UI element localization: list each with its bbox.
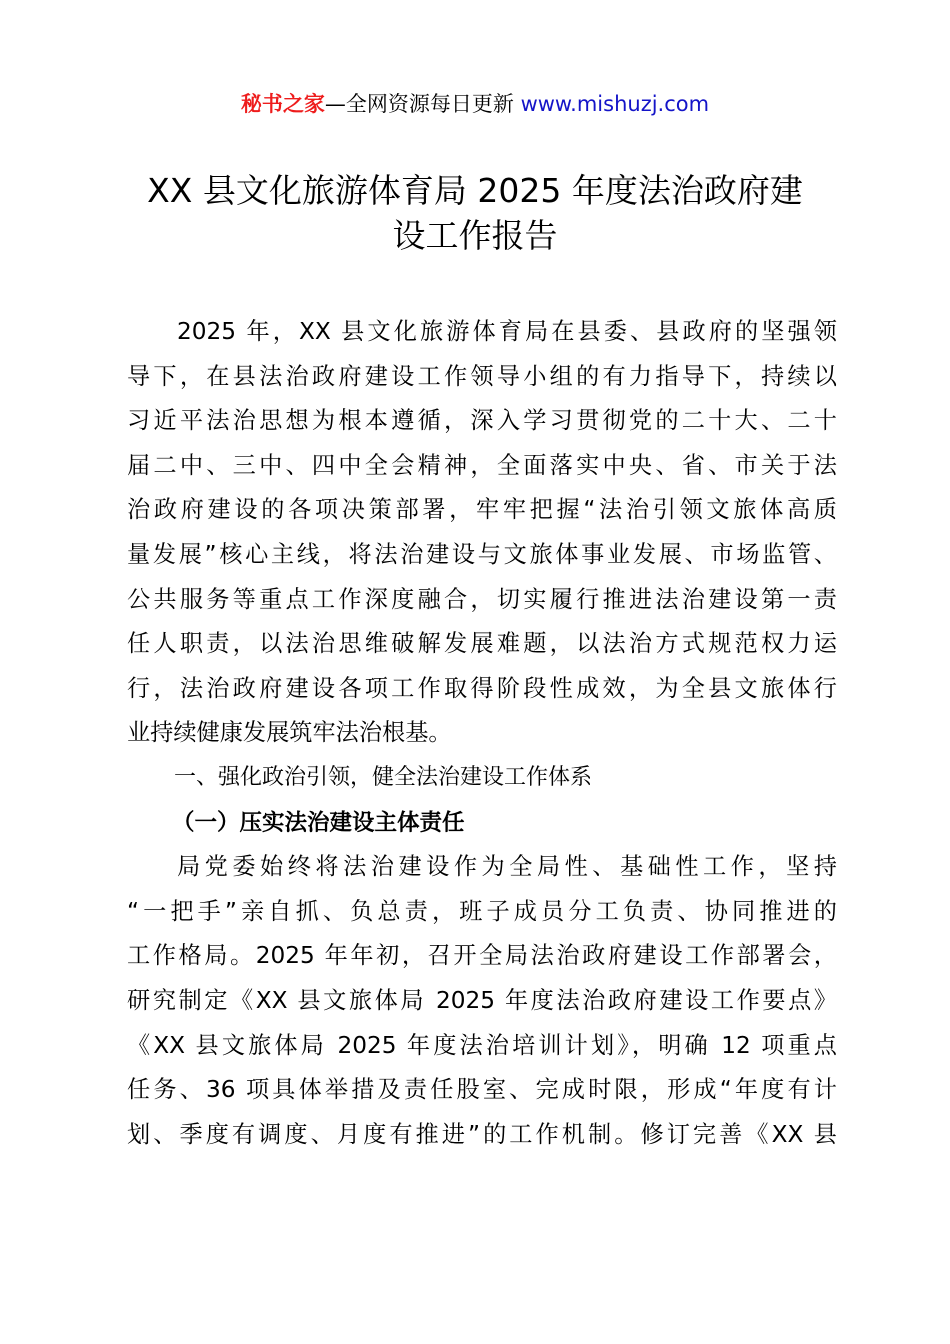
paragraph-line: 研究制定《XX 县文旅体局 2025 年度法治政府建设工作要点》 <box>127 986 837 1014</box>
paragraph-line: 业持续健康发展筑牢法治根基。 <box>127 719 452 747</box>
paragraph-line: 导下，在县法治政府建设工作领导小组的有力指导下，持续以 <box>127 362 837 390</box>
document-body <box>127 310 837 1157</box>
paragraph-line: “一把手”亲自抓、负总责，班子成员分工负责、协同推进的 <box>127 897 837 925</box>
paragraph-line: 工作格局。2025 年年初，召开全局法治政府建设工作部署会， <box>127 942 837 970</box>
paragraph-line: 划、季度有调度、月度有推进”的工作机制。修订完善《XX 县 <box>127 1120 837 1148</box>
paragraph-line: 局党委始终将法治建设作为全局性、基础性工作，坚持 <box>177 853 837 881</box>
subsection-heading: （一）压实法治建设主体责任 <box>172 809 465 836</box>
document-title <box>0 168 950 258</box>
site-header <box>0 88 950 120</box>
paragraph-line: 习近平法治思想为根本遵循，深入学习贯彻党的二十大、二十 <box>127 407 837 435</box>
intro-paragraph <box>127 310 837 756</box>
paragraph-line: 公共服务等重点工作深度融合，切实履行推进法治建设第一责 <box>127 585 837 613</box>
paragraph-line: 2025 年，XX 县文化旅游体育局在县委、县政府的坚强领 <box>177 318 837 345</box>
paragraph-line: 任务、36 项具体举措及责任股室、完成时限，形成“年度有计 <box>127 1076 837 1104</box>
paragraph-line: 届二中、三中、四中全会精神，全面落实中央、省、市关于法 <box>127 451 837 479</box>
section-paragraph <box>127 845 837 1157</box>
section-heading: 一、强化政治引领，健全法治建设工作体系 <box>174 764 593 790</box>
paragraph-line: 治政府建设的各项决策部署，牢牢把握“法治引领文旅体高质 <box>127 496 837 524</box>
paragraph-line: 任人职责，以法治思维破解发展难题，以法治方式规范权力运 <box>127 630 837 658</box>
title-line: XX 县文化旅游体育局 2025 年度法治政府建 <box>147 171 803 210</box>
paragraph-line: 《XX 县文旅体局 2025 年度法治培训计划》，明确 12 项重点 <box>127 1031 837 1059</box>
title-line: 设工作报告 <box>392 216 558 255</box>
brand-name: 秘书之家 <box>240 92 325 116</box>
site-url-link[interactable]: www.mishuzj.com <box>520 92 710 116</box>
header-tagline: —全网资源每日更新 <box>324 92 514 116</box>
paragraph-line: 行，法治政府建设各项工作取得阶段性成效，为全县文旅体行 <box>127 674 837 702</box>
paragraph-line: 量发展”核心主线，将法治建设与文旅体事业发展、市场监管、 <box>127 540 837 568</box>
